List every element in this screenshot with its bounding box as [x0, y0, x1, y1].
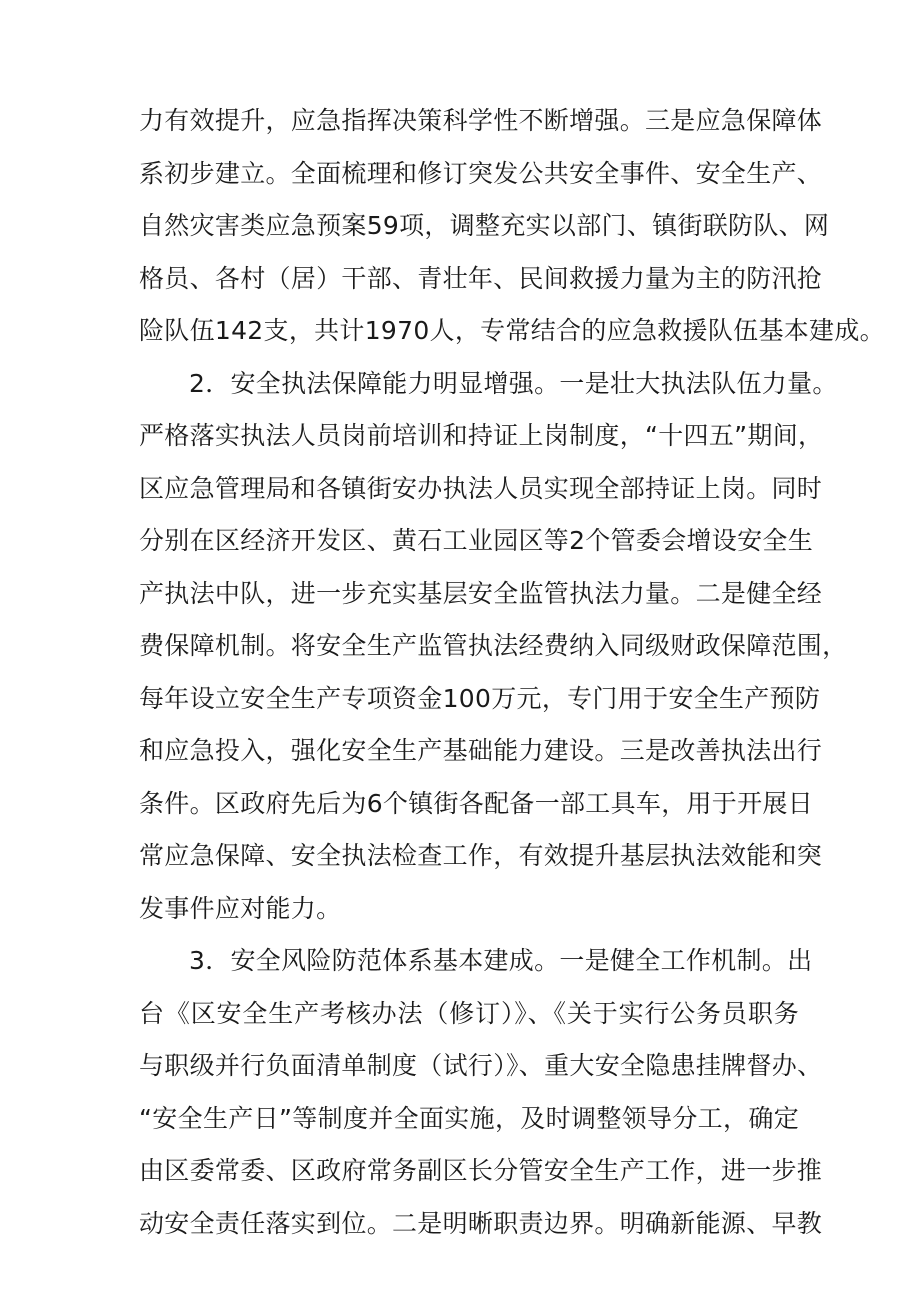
text-line: 格员、各村（居）干部、青壮年、民间救援力量为主的防汛抢 [139, 263, 823, 293]
text-line: 系初步建立。全面梳理和修订突发公共安全事件、安全生产、 [139, 158, 823, 188]
text-line: 条件。区政府先后为6个镇街各配备一部工具车，用于开展日 [139, 788, 814, 818]
text-line: 动安全责任落实到位。二是明晰职责边界。明确新能源、早教 [139, 1208, 823, 1238]
paragraph-heading-line: 2．安全执法保障能力明显增强。一是壮大执法队伍力量。 [189, 368, 838, 398]
text-line: 和应急投入，强化安全生产基础能力建设。三是改善执法出行 [139, 736, 823, 765]
text-line: 由区委常委、区政府常务副区长分管安全生产工作，进一步推 [139, 1156, 823, 1185]
paragraph-heading-line: 3．安全风险防范体系基本建成。一是健全工作机制。出 [189, 946, 813, 975]
text-line: 发事件应对能力。 [139, 893, 342, 923]
text-line: 自然灾害类应急预案59项，调整充实以部门、镇街联防队、网 [139, 211, 830, 240]
text-line: “安全生产日”等制度并全面实施，及时调整领导分工，确定 [139, 1103, 799, 1133]
text-line: 费保障机制。将安全生产监管执法经费纳入同级财政保障范围， [139, 631, 848, 660]
text-line: 与职级并行负面清单制度（试行）》、重大安全隐患挂牌督办、 [139, 1051, 823, 1080]
text-line: 常应急保障、安全执法检查工作，有效提升基层执法效能和突 [139, 841, 823, 870]
text-line: 每年设立安全生产专项资金100万元，专门用于安全生产预防 [139, 683, 821, 713]
text-line: 产执法中队，进一步充实基层安全监管执法力量。二是健全经 [139, 578, 823, 608]
text-line: 严格落实执法人员岗前培训和持证上岗制度，“十四五”期间， [139, 421, 824, 450]
text-line: 区应急管理局和各镇街安办执法人员实现全部持证上岗。同时 [139, 473, 823, 503]
text-line: 分别在区经济开发区、黄石工业园区等2个管委会增设安全生 [139, 526, 814, 555]
text-line: 力有效提升，应急指挥决策科学性不断增强。三是应急保障体 [139, 106, 823, 135]
text-line: 险队伍142支，共计1970人，专常结合的应急救援队伍基本建成。 [139, 316, 885, 345]
text-line: 台《区安全生产考核办法（修订）》、《关于实行公务员职务 [139, 998, 799, 1028]
document-body [139, 95, 885, 1250]
